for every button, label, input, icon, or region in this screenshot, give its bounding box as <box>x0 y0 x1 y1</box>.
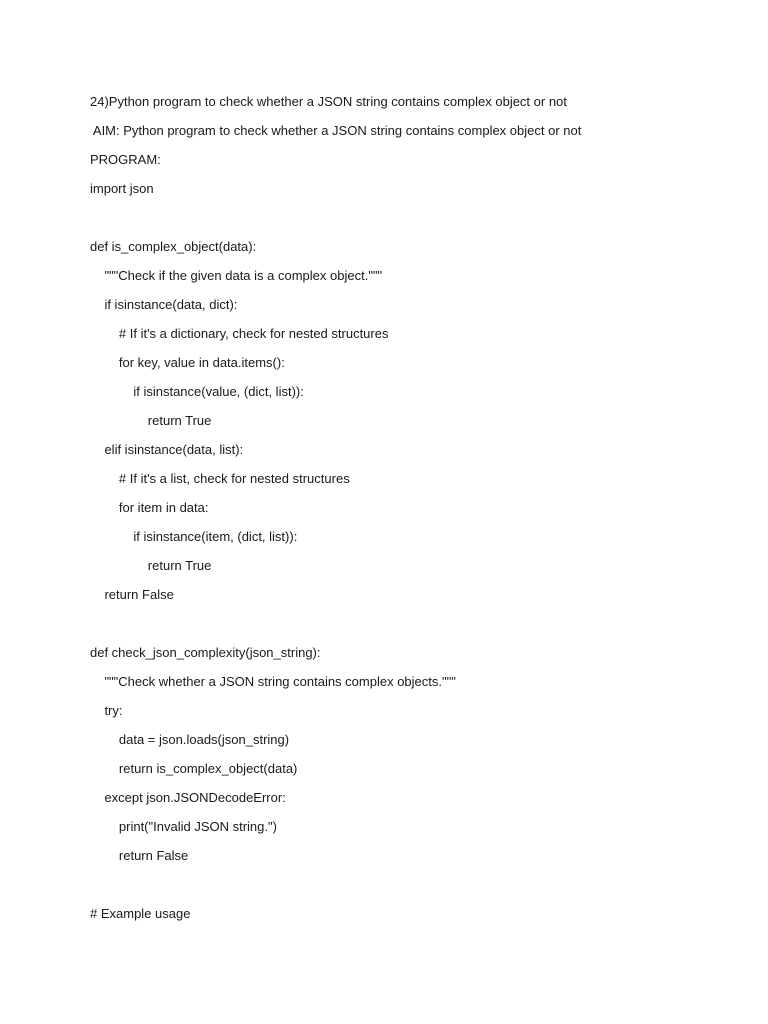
code-line: data = json.loads(json_string) <box>90 732 290 747</box>
code-line: return False <box>90 848 189 863</box>
code-line: for key, value in data.items(): <box>90 355 285 370</box>
document-heading: 24)Python program to check whether a JSON string contains complex object or not <box>90 94 567 109</box>
code-line: if isinstance(item, (dict, list)): <box>90 529 298 544</box>
code-line: except json.JSONDecodeError: <box>90 790 286 805</box>
code-line: def is_complex_object(data): <box>90 239 257 254</box>
code-blank-line <box>90 614 730 643</box>
aim-line: AIM: Python program to check whether a JSON string contains complex object or not <box>90 123 582 138</box>
code-line: for item in data: <box>90 500 209 515</box>
code-line: if isinstance(data, dict): <box>90 297 238 312</box>
code-line: def check_json_complexity(json_string): <box>90 645 321 660</box>
code-line: if isinstance(value, (dict, list)): <box>90 384 304 399</box>
code-line: return True <box>90 413 212 428</box>
code-line: """Check if the given data is a complex object.""" <box>90 268 383 283</box>
code-line: return is_complex_object(data) <box>90 761 298 776</box>
program-label: PROGRAM: <box>90 152 161 167</box>
code-line: elif isinstance(data, list): <box>90 442 244 457</box>
document-body <box>90 92 730 933</box>
code-line: import json <box>90 181 154 196</box>
code-line: # If it's a dictionary, check for nested structures <box>90 326 389 341</box>
code-line: print("Invalid JSON string.") <box>90 819 277 834</box>
code-line: # Example usage <box>90 906 191 921</box>
code-line: return False <box>90 587 174 602</box>
code-line: try: <box>90 703 123 718</box>
code-line: # If it's a list, check for nested structures <box>90 471 350 486</box>
code-line: return True <box>90 558 212 573</box>
code-line: """Check whether a JSON string contains complex objects.""" <box>90 674 456 689</box>
code-blank-line <box>90 875 730 904</box>
code-blank-line <box>90 208 730 237</box>
code-block <box>90 179 730 933</box>
